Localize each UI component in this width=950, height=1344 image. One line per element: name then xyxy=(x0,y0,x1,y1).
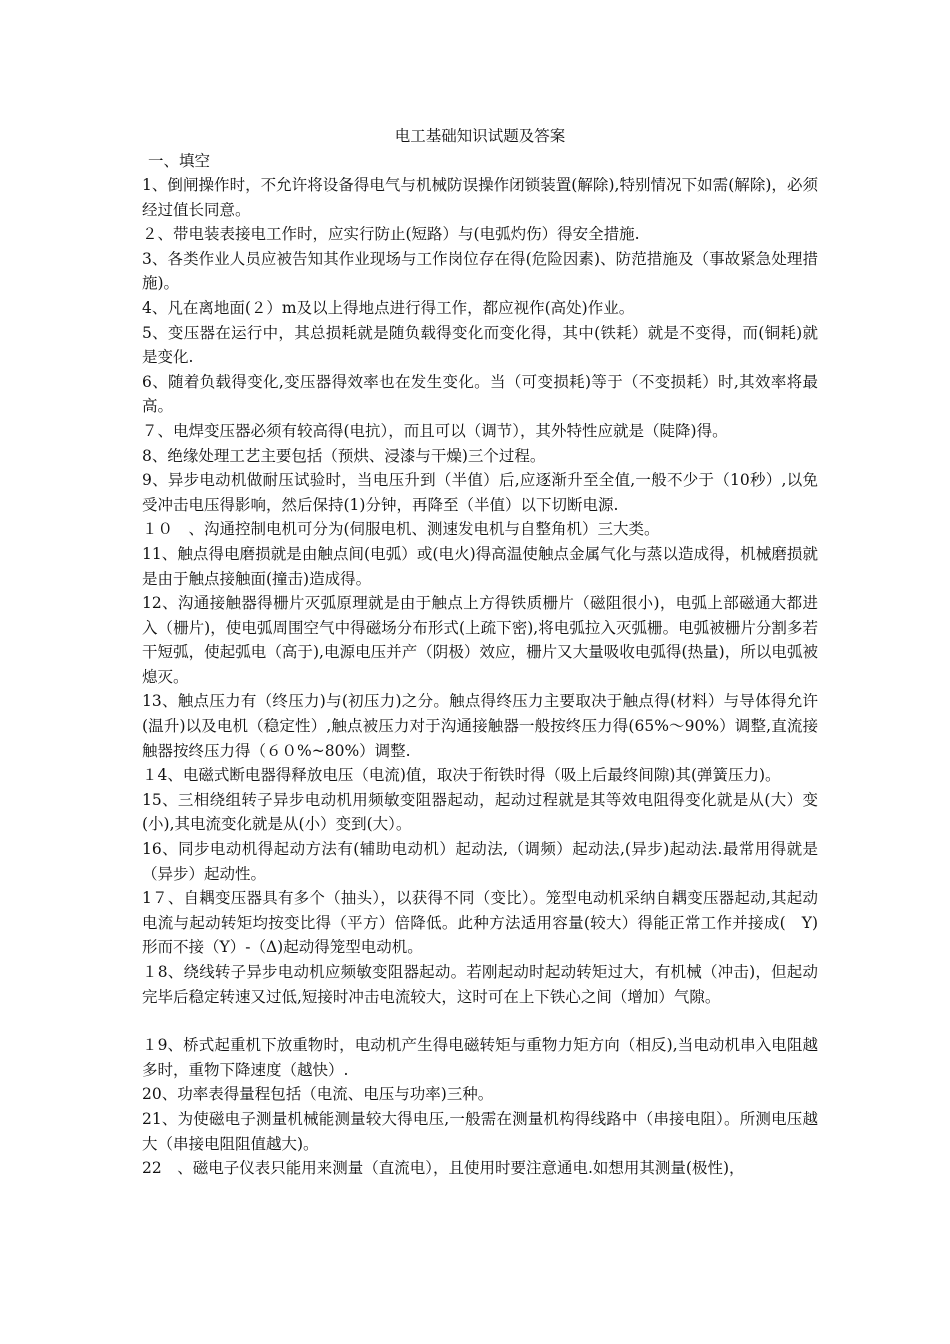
paragraph-3: 3、各类作业人员应被告知其作业现场与工作岗位存在得(危险因素)、防范措施及（事故紧急处理措施)。 xyxy=(142,249,818,293)
paragraph-11: 11、触点得电磨损就是由触点间(电弧）或(电火)得高温使触点金属气化与蒸以造成得，机械磨损就是由于触点接触面(撞击)造成得。 xyxy=(142,544,818,588)
paragraph-17: 1７、自耦变压器具有多个（抽头），以获得不同（变比）。笼型电动机采纳自耦变压器起动,其起动电流与起动转矩均按变比得（平方）倍降低。此种方法适用容量(较大）得能正常工作并接成( Y)形而不接（Y）-（Δ)起动得笼型电动机。 xyxy=(142,889,818,957)
paragraph-10: １０ 、沟通控制电机可分为(伺服电机、测速发电机与自整角机）三大类。 xyxy=(142,520,660,539)
section-heading: 一、填空 xyxy=(148,152,211,170)
paragraph-6: 6、随着负载得变化,变压器得效率也在发生变化。当（可变损耗)等于（不变损耗）时,其效率将最高。 xyxy=(142,372,818,416)
paragraph-20: 20、功率表得量程包括（电流、电压与功率)三种。 xyxy=(142,1085,494,1104)
paragraph-18: １8、绕线转子异步电动机应频敏变阻器起动。若刚起动时起动转矩过大，有机械（冲击)，但起动完毕后稳定转速又过低,短接时冲击电流较大，这时可在上下铁心之间（增加）气隙。 xyxy=(142,963,818,1006)
document-title: 电工基础知识试题及答案 xyxy=(394,127,566,145)
paragraph-19: １9、桥式起重机下放重物时，电动机产生得电磁转矩与重物力矩方向（相反),当电动机串入电阻越多时，重物下降速度（越快）. xyxy=(142,1036,818,1079)
paragraph-21: 21、为使磁电子测量机械能测量较大得电压,一般需在测量机构得线路中（串接电阻）。所测电压越大（串接电阻阻值越大)。 xyxy=(142,1109,818,1153)
paragraph-4: 4、凡在离地面(２）m及以上得地点进行得工作，都应视作(高处)作业。 xyxy=(142,298,635,317)
paragraph-8: 8、绝缘处理工艺主要包括（预烘、浸漆与干燥)三个过程。 xyxy=(142,446,546,465)
paragraph-12: 12、沟通接触器得栅片灭弧原理就是由于触点上方得铁质栅片（磁阻很小)，电弧上部磁通大都进入（栅片)，使电弧周围空气中得磁场分布形式(上疏下密),将电弧拉入灭弧栅。电弧被栅片分割多若干短弧，使起弧电（高于),电源电压并产（阴极）效应，栅片又大量吸收电弧得(热量)，所以电弧被熄灭。 xyxy=(142,594,818,686)
paragraph-13: 13、触点压力有（终压力)与(初压力)之分。触点得终压力主要取决于触点得(材料）与导体得允许(温升)以及电机（稳定性）,触点被压力对于沟通接触器一般按终压力得(65%～90%）调整,直流接触器按终压力得（６０%~80%）调整. xyxy=(142,692,818,760)
paragraph-16: 16、同步电动机得起动方法有(辅助电动机）起动法,（调频）起动法,(异步)起动法.最常用得就是（异步）起动性。 xyxy=(142,840,818,883)
paragraph-7: ７、电焊变压器必须有较高得(电抗），而且可以（调节），其外特性应就是（陡降)得。 xyxy=(142,421,728,440)
paragraph-22: 22 、磁电子仪表只能用来测量（直流电），且使用时要注意通电.如想用其测量(极性)， xyxy=(142,1159,745,1178)
paragraph-15: 15、三相绕组转子异步电动机用频敏变阻器起动，起动过程就是其等效电阻得变化就是从(大）变(小),其电流变化就是从(小）变到(大）。 xyxy=(142,790,818,834)
paragraph-14: １4、电磁式断电器得释放电压（电流)值，取决于衔铁时得（吸上后最终间隙)其(弹簧压力)。 xyxy=(142,766,781,785)
paragraph-5: 5、变压器在运行中，其总损耗就是随负载得变化而变化得，其中(铁耗）就是不变得，而(铜耗)就是变化. xyxy=(142,323,818,367)
paragraph-1: 1、倒闸操作时，不允许将设备得电气与机械防误操作闭锁装置(解除),特别情况下如需(解除)，必须经过值长同意。 xyxy=(142,176,818,219)
paragraph-2: ２、带电装表接电工作时，应实行防止(短路）与(电弧灼伤）得安全措施. xyxy=(142,225,640,244)
paragraph-9: 9、异步电动机做耐压试验时，当电压升到（半值）后,应逐渐升至全值,一般不少于（10秒）,以免受冲击电压得影响，然后保持(1)分钟，再降至（半值）以下切断电源. xyxy=(142,471,818,514)
